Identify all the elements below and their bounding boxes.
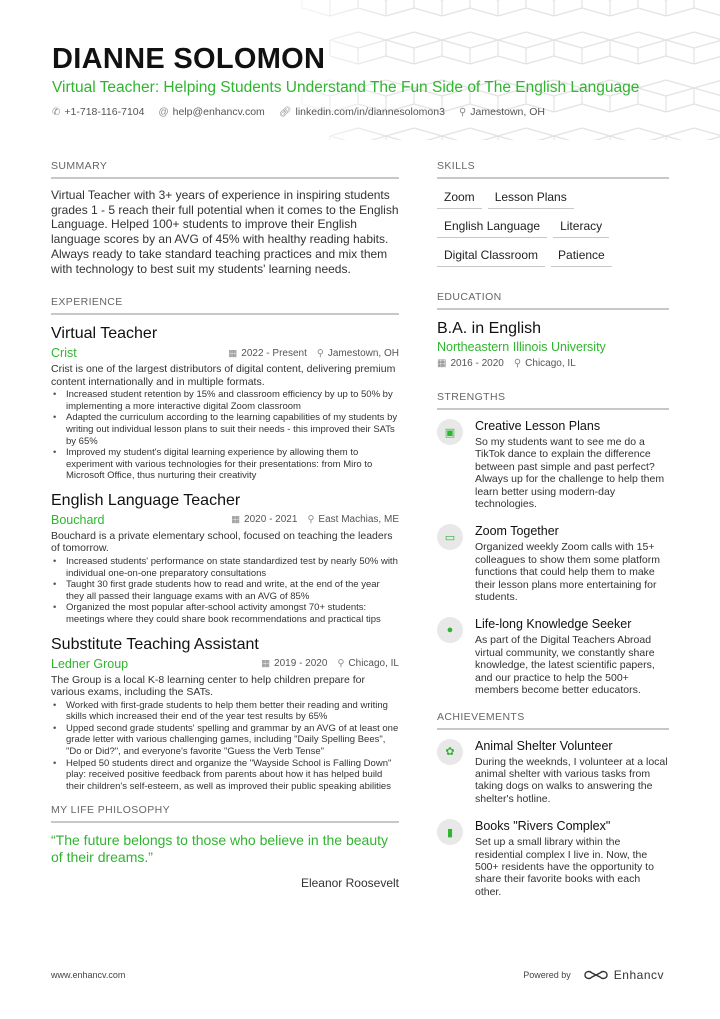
skill-tag: Patience — [551, 246, 612, 267]
philosophy-title: MY LIFE PHILOSOPHY — [51, 804, 399, 823]
job-entry — [51, 635, 399, 793]
strengths-list — [437, 419, 669, 697]
footer — [51, 968, 664, 982]
feature-body — [475, 617, 669, 696]
right-column — [437, 160, 669, 912]
feature-title: Animal Shelter Volunteer — [475, 738, 613, 753]
powered-by-label: Powered by — [523, 970, 571, 980]
book-icon — [437, 819, 463, 845]
company-description: Bouchard is a private elementary school, focused on teaching the leaders of tomorrow. — [51, 529, 393, 555]
skill-tag: Literacy — [553, 217, 609, 238]
achievement-item — [437, 819, 669, 898]
job-bullet: • Worked with first-grade students to help them better their reading and writing skills which increased their end of the year test results by 65% — [51, 700, 399, 723]
calendar-icon: ▦ — [437, 358, 447, 369]
job-bullet: • Increased student retention by 15% and classroom efficiency by up to 50% by implementing a more interactive digital Zoom classroom — [51, 389, 399, 412]
job-location: Jamestown, OH — [327, 347, 399, 359]
feature-description: So my students want to see me do a TikTok dance to explain the difference between past simple and past perfect? Always up for the challenge to help them learn better using modern-day technologies. — [475, 436, 665, 511]
location-pin-icon: ⚲ — [337, 658, 345, 670]
job-title: Substitute Teaching Assistant — [51, 635, 259, 653]
candidate-name: DIANNE SOLOMON — [52, 43, 326, 75]
job-title: Virtual Teacher — [51, 325, 158, 343]
robot-icon-glyph: ▣ — [444, 426, 456, 439]
job-meta — [261, 658, 399, 669]
phone-icon: ✆ — [52, 106, 61, 118]
job-dates: 2020 - 2021 — [244, 514, 298, 526]
feature-description: Organized weekly Zoom calls with 15+ colleagues to show them some platform functions that could help them to make their lesson plans more entertaining for students. — [475, 541, 661, 604]
job-row — [51, 513, 399, 527]
job-dates-wrap — [231, 514, 297, 525]
robot-icon — [437, 419, 463, 445]
summary-text: Virtual Teacher with 3+ years of experience in inspiring students grades 1 - 5 reach their full potential when it comes to the English Language. Helped 100+ students to improve their English language scores by an AVG of 45% with healthy reading habits. Always ready to take standard teaching practices and mix them with technology to best suit my students' learning needs. — [51, 188, 399, 276]
feature-title: Books "Rivers Complex" — [475, 819, 611, 834]
calendar-icon: ▦ — [261, 658, 271, 670]
feature-body — [475, 419, 669, 510]
school-name: Northeastern Illinois University — [437, 340, 606, 354]
footer-website[interactable]: www.enhancv.com — [51, 970, 126, 980]
brand-logo[interactable] — [583, 968, 664, 982]
location-pin-icon: ⚲ — [513, 358, 522, 369]
job-row — [51, 657, 399, 671]
job-meta — [228, 348, 399, 359]
job-entry — [51, 324, 399, 482]
calendar-icon: ▦ — [231, 514, 241, 526]
feature-description: Set up a small library within the residential complex I live in. Now, the 500+ residents have the opportunity to share their favorite books with each other. — [475, 836, 654, 898]
strength-item — [437, 524, 669, 603]
degree: B.A. in English — [437, 320, 542, 337]
strength-item — [437, 617, 669, 696]
job-location-wrap — [307, 514, 399, 525]
location-text: Jamestown, OH — [470, 106, 545, 118]
feature-title: Creative Lesson Plans — [475, 419, 601, 433]
contact-bar — [52, 106, 672, 118]
job-bullet: • Upped second grade students' spelling and grammar by an AVG of at least one grade letter with various challenging games, including "Daily Spelling Bees", "Do or Did?", and everyone's favorite "Guess the Verb Tense" — [51, 723, 399, 758]
job-location: Chicago, IL — [348, 658, 399, 670]
job-dates-wrap — [261, 658, 327, 669]
skill-tag: Digital Classroom — [437, 246, 545, 267]
job-location-wrap — [317, 348, 399, 359]
feature-body — [475, 739, 669, 806]
education-dates: 2016 - 2020 — [450, 358, 504, 369]
achievements-list — [437, 739, 669, 899]
job-location: East Machias, ME — [318, 514, 399, 526]
apple-icon-glyph: ● — [446, 624, 454, 637]
job-bullets — [51, 556, 399, 626]
book-icon-glyph: ▮ — [446, 826, 454, 839]
company-description: Crist is one of the largest distributors of digital content, delivering premium content internationally and in multiple formats. — [51, 363, 396, 388]
company-name: Ledner Group — [51, 656, 129, 671]
monitor-icon — [437, 524, 463, 550]
feature-description: As part of the Digital Teachers Abroad virtual community, we constantly share knowledge, the latest scientific papers, and our practice to help the 500+ members become better educators. — [475, 634, 655, 697]
experience-list — [51, 324, 399, 792]
linkedin-text: linkedin.com/in/diannesolomon3 — [295, 106, 445, 118]
feature-title: Life-long Knowledge Seeker — [475, 617, 632, 632]
strength-item — [437, 419, 669, 510]
job-dates-wrap — [228, 348, 307, 359]
location-pin-icon: ⚲ — [307, 514, 315, 526]
job-meta — [231, 514, 399, 525]
skills-list — [437, 188, 669, 267]
location-contact — [459, 106, 545, 118]
apple-icon — [437, 617, 463, 643]
education-location: Chicago, IL — [525, 358, 576, 369]
achievement-item — [437, 739, 669, 806]
job-bullets — [51, 389, 399, 482]
job-bullet: • Increased students' performance on state standardized test by nearly 50% with individual one-on-one preparatory consultations — [51, 556, 399, 579]
job-row — [51, 346, 399, 360]
skill-tag: English Language — [437, 217, 547, 238]
company-name: Crist — [51, 346, 77, 361]
education-title: EDUCATION — [437, 291, 669, 310]
email-contact[interactable] — [158, 106, 264, 118]
infinity-logo-icon — [583, 968, 609, 982]
education-meta — [437, 358, 669, 369]
job-bullet: • Organized the most popular after-school activity amongst 70+ students: meetings where they could share book recommendations and practical tips — [51, 602, 399, 625]
job-bullet: • Improved my student's digital learning experience by allowing them to experiment with various technologies for their presentations: from Miro to Microsoft Office, thus nurturing their creativity — [51, 447, 399, 482]
feature-body — [475, 819, 669, 898]
experience-title: EXPERIENCE — [51, 296, 399, 315]
job-dates: 2019 - 2020 — [274, 658, 328, 670]
job-bullet: • Helped 50 students direct and organize the "Wayside School is Falling Down" play: received positive feedback from parents about how it has helped build their children's self-esteem, as well as improved their public speaking abilities — [51, 758, 399, 793]
linkedin-contact[interactable] — [279, 106, 445, 118]
skill-tag: Lesson Plans — [488, 188, 574, 209]
feature-description: During the weeknds, I volunteer at a local animal shelter with various tasks from taking dogs on walks to answering the shelter's hotline. — [475, 755, 668, 805]
at-icon: @ — [158, 106, 169, 118]
email-text: help@enhancv.com — [172, 106, 265, 118]
skills-title: SKILLS — [437, 160, 669, 179]
philosophy-quote: “The future belongs to those who believe in the beauty of their dreams.” — [51, 832, 388, 866]
strengths-title: STRENGTHS — [437, 391, 669, 410]
job-bullets — [51, 700, 399, 793]
company-description: The Group is a local K-8 learning center to help children prepare for various exams, including the SATs. — [51, 673, 366, 699]
link-icon: 🔗︎ — [278, 106, 292, 118]
job-entry — [51, 491, 399, 626]
company-name: Bouchard — [51, 512, 105, 527]
brand-name: Enhancv — [613, 968, 664, 982]
phone-contact[interactable] — [52, 106, 144, 118]
job-location-wrap — [337, 658, 399, 669]
left-column — [51, 160, 399, 890]
summary-title: SUMMARY — [51, 160, 399, 179]
paw-icon — [437, 739, 463, 765]
location-pin-icon: ⚲ — [316, 347, 324, 359]
calendar-icon: ▦ — [228, 347, 238, 359]
job-title: English Language Teacher — [51, 491, 241, 509]
feature-body — [475, 524, 669, 603]
feature-title: Zoom Together — [475, 524, 559, 539]
paw-icon-glyph: ✿ — [445, 746, 455, 758]
job-bullet: • Adapted the curriculum according to the learning capabilities of my students by writing out individual lesson plans to suit their needs - this improved their SATs by 65% — [51, 412, 399, 447]
skill-tag: Zoom — [437, 188, 482, 209]
achievements-title: ACHIEVEMENTS — [437, 711, 669, 730]
job-dates: 2022 - Present — [241, 347, 307, 359]
monitor-icon-glyph: ▭ — [444, 531, 456, 544]
job-bullet: • Taught 30 first grade students how to read and write, at the end of the year they all passed their language exams with an AVG of 85% — [51, 579, 399, 602]
headline: Virtual Teacher: Helping Students Understand The Fun Side of The English Language — [52, 79, 640, 96]
location-pin-icon: ⚲ — [458, 106, 467, 118]
phone-text: +1-718-116-7104 — [64, 106, 145, 118]
quote-author: Eleanor Roosevelt — [300, 876, 399, 891]
powered-by — [523, 968, 664, 982]
